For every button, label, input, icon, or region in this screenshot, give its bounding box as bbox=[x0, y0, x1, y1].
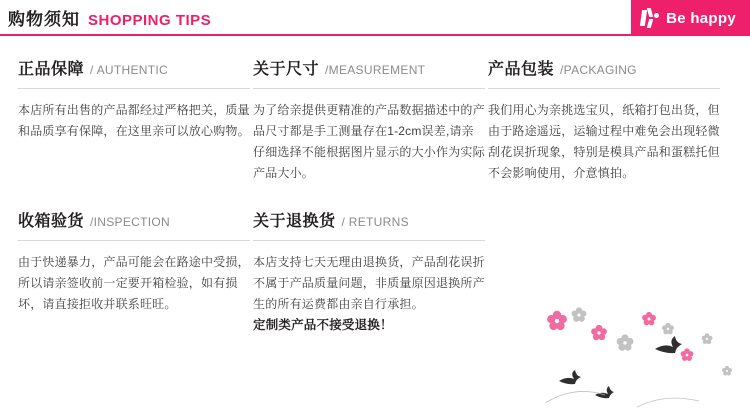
tip-card-header bbox=[253, 56, 485, 89]
tip-body bbox=[488, 100, 720, 184]
tip-card-packaging bbox=[488, 56, 720, 184]
tip-title-en: /PACKAGING bbox=[560, 63, 637, 77]
tip-card-inspection bbox=[18, 208, 250, 336]
tip-title-en: /MEASUREMENT bbox=[325, 63, 426, 77]
tip-body-text: 为了给亲提供更精准的产品数据描述中的产品尺寸都是手工测量存在1-2cm误差,请亲仔细选择不能根据图片显示的大小作为实际产品大小。 bbox=[253, 103, 485, 180]
page-title-en: SHOPPING TIPS bbox=[88, 11, 212, 29]
tip-body-text: 本店所有出售的产品都经过严格把关，质量和品质享有保障，在这里亲可以放心购物。 bbox=[18, 103, 250, 138]
page-header bbox=[0, 0, 750, 36]
tip-body-note: 定制类产品不接受退换！ bbox=[253, 318, 393, 332]
tip-body-text: 由于快递暴力，产品可能会在路途中受损，所以请亲签收前一定要开箱检验，如有损坏，请直接拒收并联系旺旺。 bbox=[18, 255, 250, 311]
tip-body bbox=[18, 252, 250, 315]
tip-card-header bbox=[253, 208, 485, 241]
tip-card-header bbox=[18, 208, 250, 241]
tips-grid bbox=[0, 36, 750, 346]
tip-title-en: /INSPECTION bbox=[90, 215, 170, 229]
tip-card-measurement bbox=[253, 56, 485, 184]
header-title-group bbox=[0, 5, 211, 30]
tip-card-authentic bbox=[18, 56, 250, 184]
butterfly-icon bbox=[641, 8, 659, 28]
brand-badge bbox=[631, 0, 750, 36]
tip-card-header bbox=[488, 56, 720, 89]
tip-title-cn: 正品保障 bbox=[18, 61, 85, 78]
tip-body-text: 我们用心为亲挑选宝贝，纸箱打包出货，但由于路途遥远，运输过程中难免会出现轻微刮花误折现象，特别是模具产品和蛋糕托但不会影响使用，介意慎拍。 bbox=[488, 103, 720, 180]
page-title: 购物须知 bbox=[8, 9, 80, 29]
tip-title-cn: 收箱验货 bbox=[18, 213, 85, 230]
tip-body bbox=[18, 100, 250, 142]
tip-card-header bbox=[18, 56, 250, 89]
tip-title-en: / RETURNS bbox=[341, 215, 409, 229]
tip-card-returns bbox=[253, 208, 485, 336]
tip-title-en: / AUTHENTIC bbox=[90, 63, 168, 77]
tip-body bbox=[253, 252, 485, 336]
tip-title-cn: 关于退换货 bbox=[253, 213, 336, 230]
tip-body bbox=[253, 100, 485, 184]
tip-body-text: 本店支持七天无理由退换货，产品刮花误折不属于产品质量问题，非质量原因退换所产生的所有运费都由亲自行承担。 bbox=[253, 255, 485, 311]
brand-label: Be happy bbox=[666, 9, 736, 27]
tip-title-cn: 产品包装 bbox=[488, 61, 555, 78]
tip-title-cn: 关于尺寸 bbox=[253, 61, 320, 78]
